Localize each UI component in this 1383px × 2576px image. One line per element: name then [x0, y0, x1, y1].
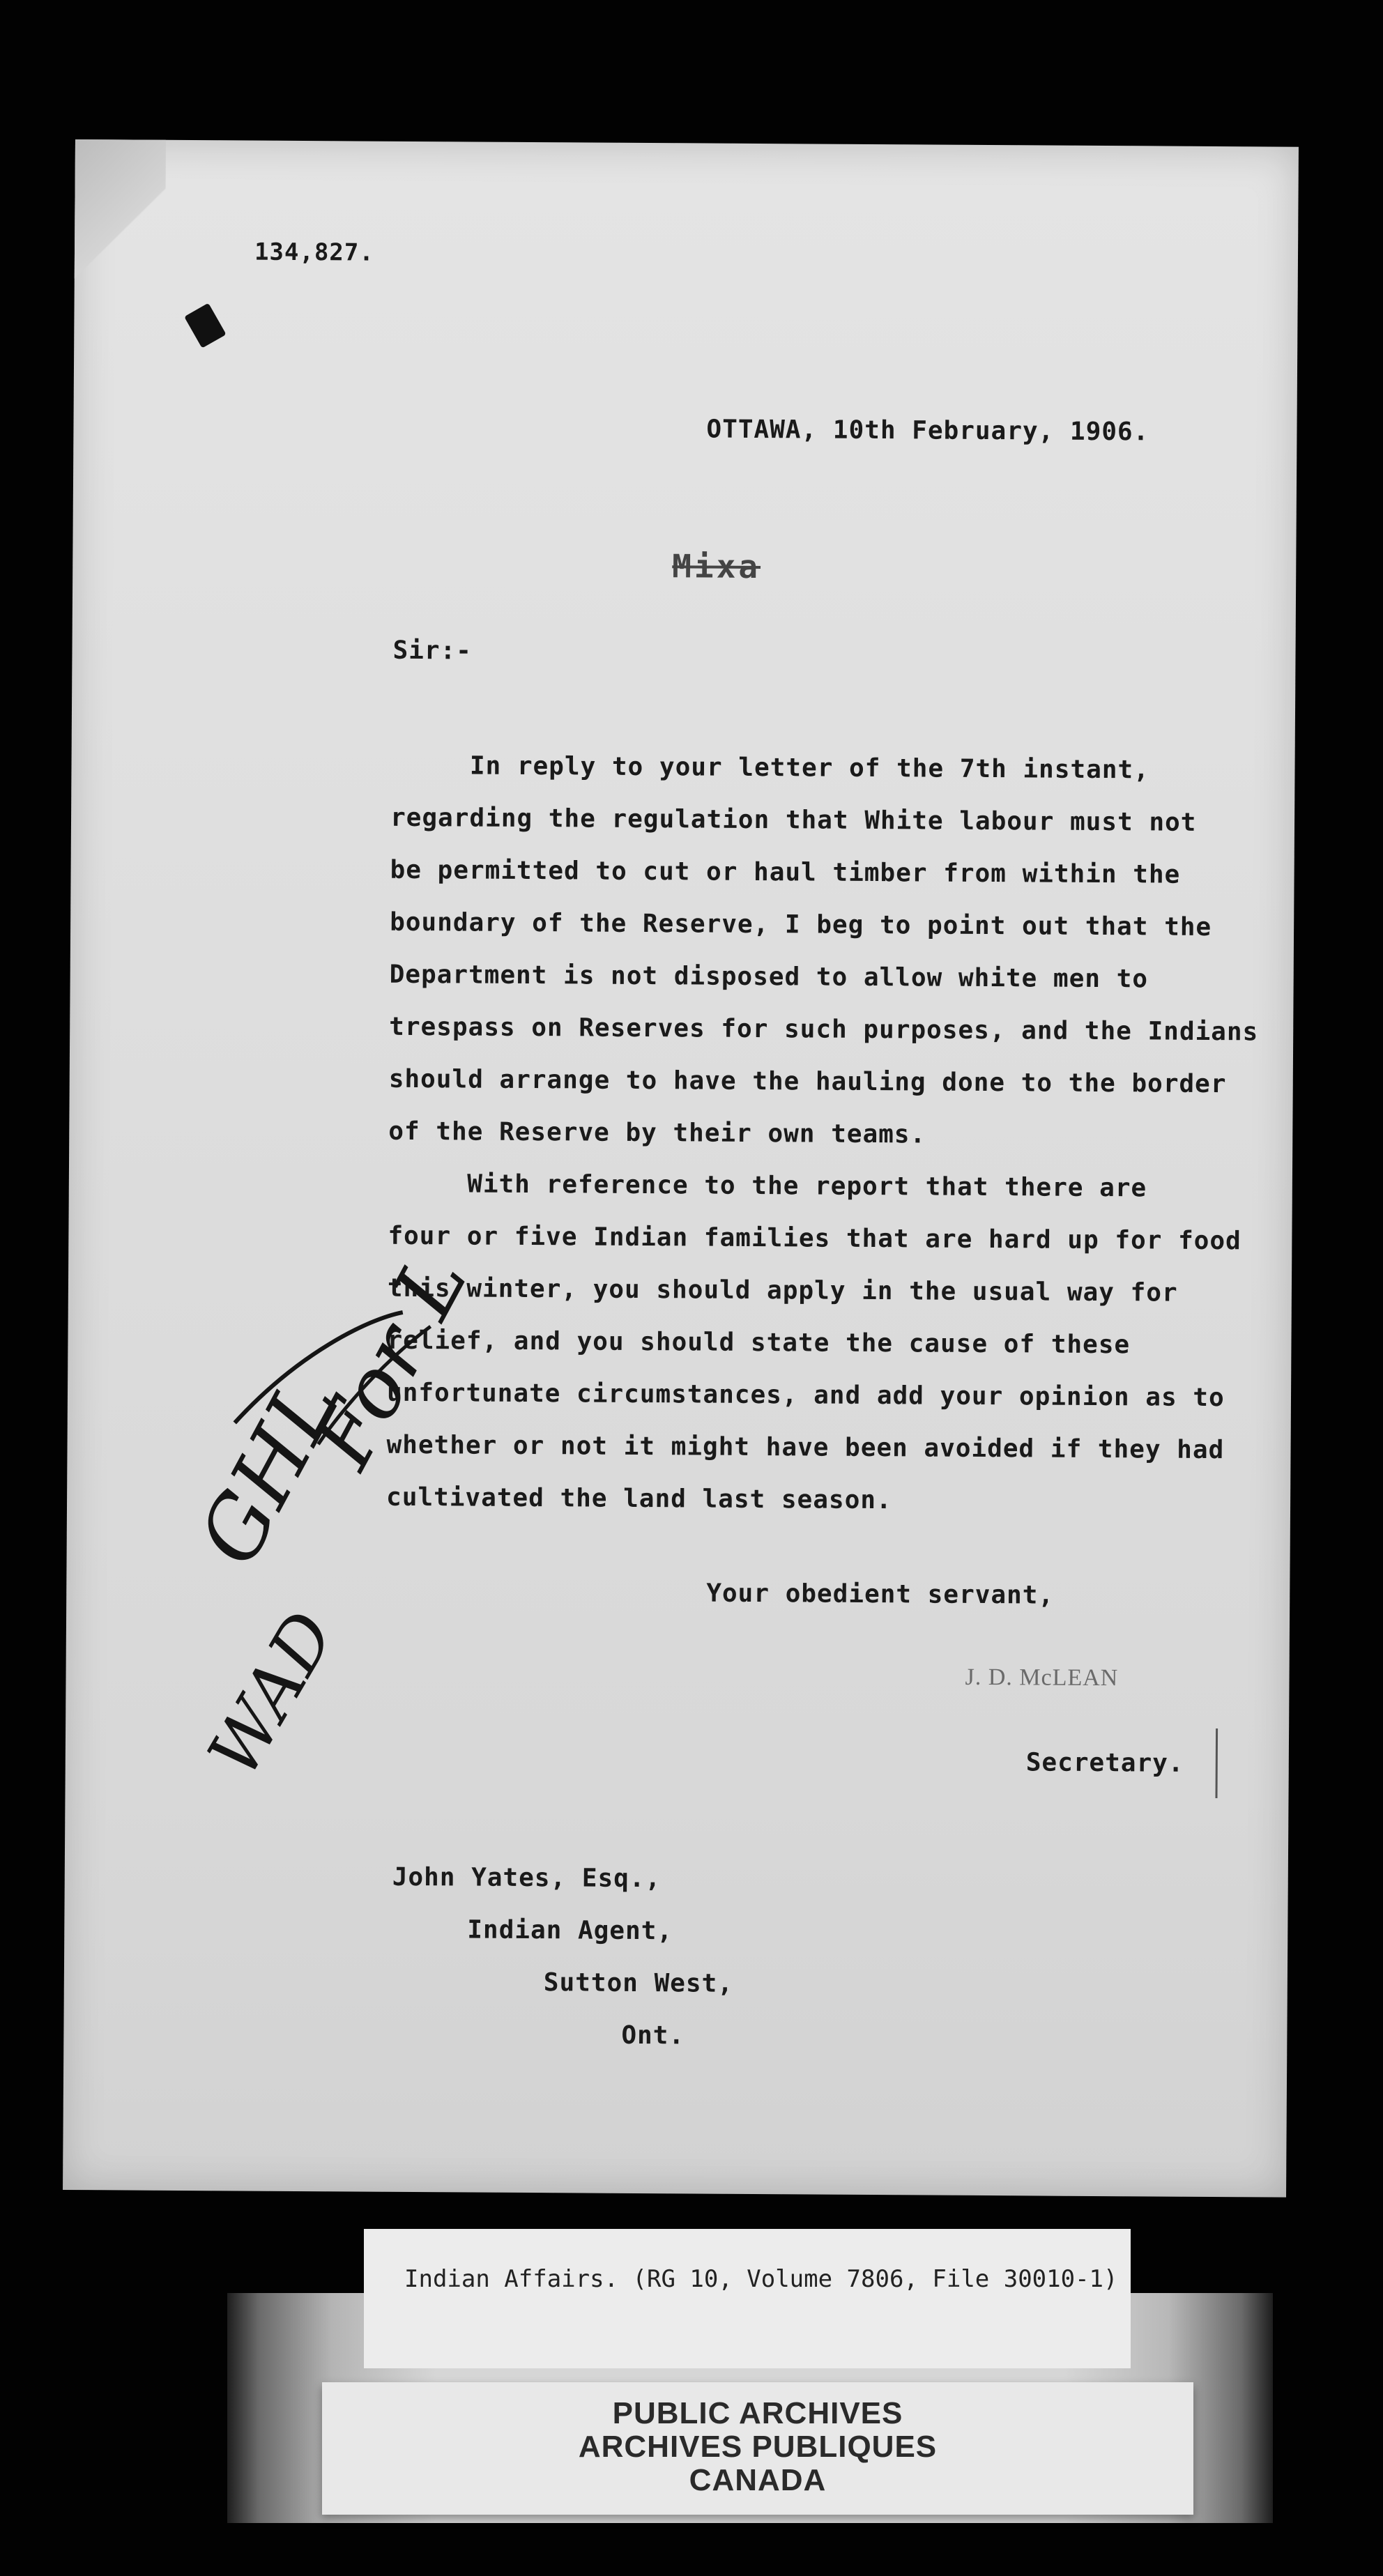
salutation: Sir:- — [392, 636, 473, 666]
handwritten-initials: For L — [293, 1238, 487, 1483]
body-line: four or five Indian families that are hard up for food — [388, 1221, 1241, 1256]
archive-reference-card — [364, 2229, 1131, 2368]
margin-bracket — [1215, 1728, 1222, 1798]
body-line: unfortunate circumstances, and add your opinion as to — [386, 1378, 1225, 1413]
body-line: With reference to the report that there are — [388, 1169, 1147, 1203]
body-line: of the Reserve by their own teams. — [388, 1117, 926, 1149]
date-line: OTTAWA, 10th February, 1906. — [706, 415, 1149, 447]
folded-corner — [75, 139, 166, 279]
archive-stamp-line: ARCHIVES PUBLIQUES — [578, 2430, 938, 2464]
body-line: this winter, you should apply in the usual way for — [387, 1273, 1178, 1308]
address-line: Ont. — [621, 2021, 685, 2050]
archive-reference: Indian Affairs. (RG 10, Volume 7806, File 30010-1) — [404, 2265, 1118, 2293]
body-line: should arrange to have the hauling done to the border — [388, 1064, 1227, 1099]
closing: Your obedient servant, — [706, 1579, 1055, 1610]
punch-hole — [184, 303, 226, 348]
signer-title: Secretary. — [1025, 1748, 1184, 1778]
body-line: boundary of the Reserve, I beg to point out that the — [390, 907, 1212, 942]
body-line: trespass on Reserves for such purposes, and the Indians — [389, 1012, 1259, 1047]
archive-stamp-line: PUBLIC ARCHIVES — [612, 2396, 903, 2430]
body-line: be permitted to cut or haul timber from within the — [390, 855, 1181, 889]
body-line: regarding the regulation that White labour must not — [390, 803, 1197, 837]
address-line: Sutton West, — [543, 1968, 734, 1998]
handwritten-initials: WAD — [192, 1597, 351, 1790]
address-line: John Yates, Esq., — [392, 1862, 662, 1894]
body-line: In reply to your letter of the 7th instant, — [390, 751, 1149, 785]
handwriting-flourish — [63, 139, 1299, 2198]
body-line: whether or not it might have been avoided if they had — [386, 1430, 1225, 1465]
struck-stamp-mark: Mixa — [672, 547, 761, 586]
address-line: Indian Agent, — [467, 1915, 673, 1946]
body-line: Department is not disposed to allow white men to — [389, 960, 1149, 994]
handwritten-initials: GHL — [180, 1362, 359, 1581]
archive-stamp-strip — [322, 2382, 1193, 2515]
body-line: relief, and you should state the cause of these — [387, 1326, 1131, 1360]
archive-stamp-line: CANADA — [689, 2463, 827, 2497]
letter-page — [63, 139, 1299, 2198]
file-number: 134,827. — [254, 238, 374, 267]
body-line: cultivated the land last season. — [385, 1482, 892, 1515]
signature-stamp: J. D. McLEAN — [965, 1664, 1119, 1692]
